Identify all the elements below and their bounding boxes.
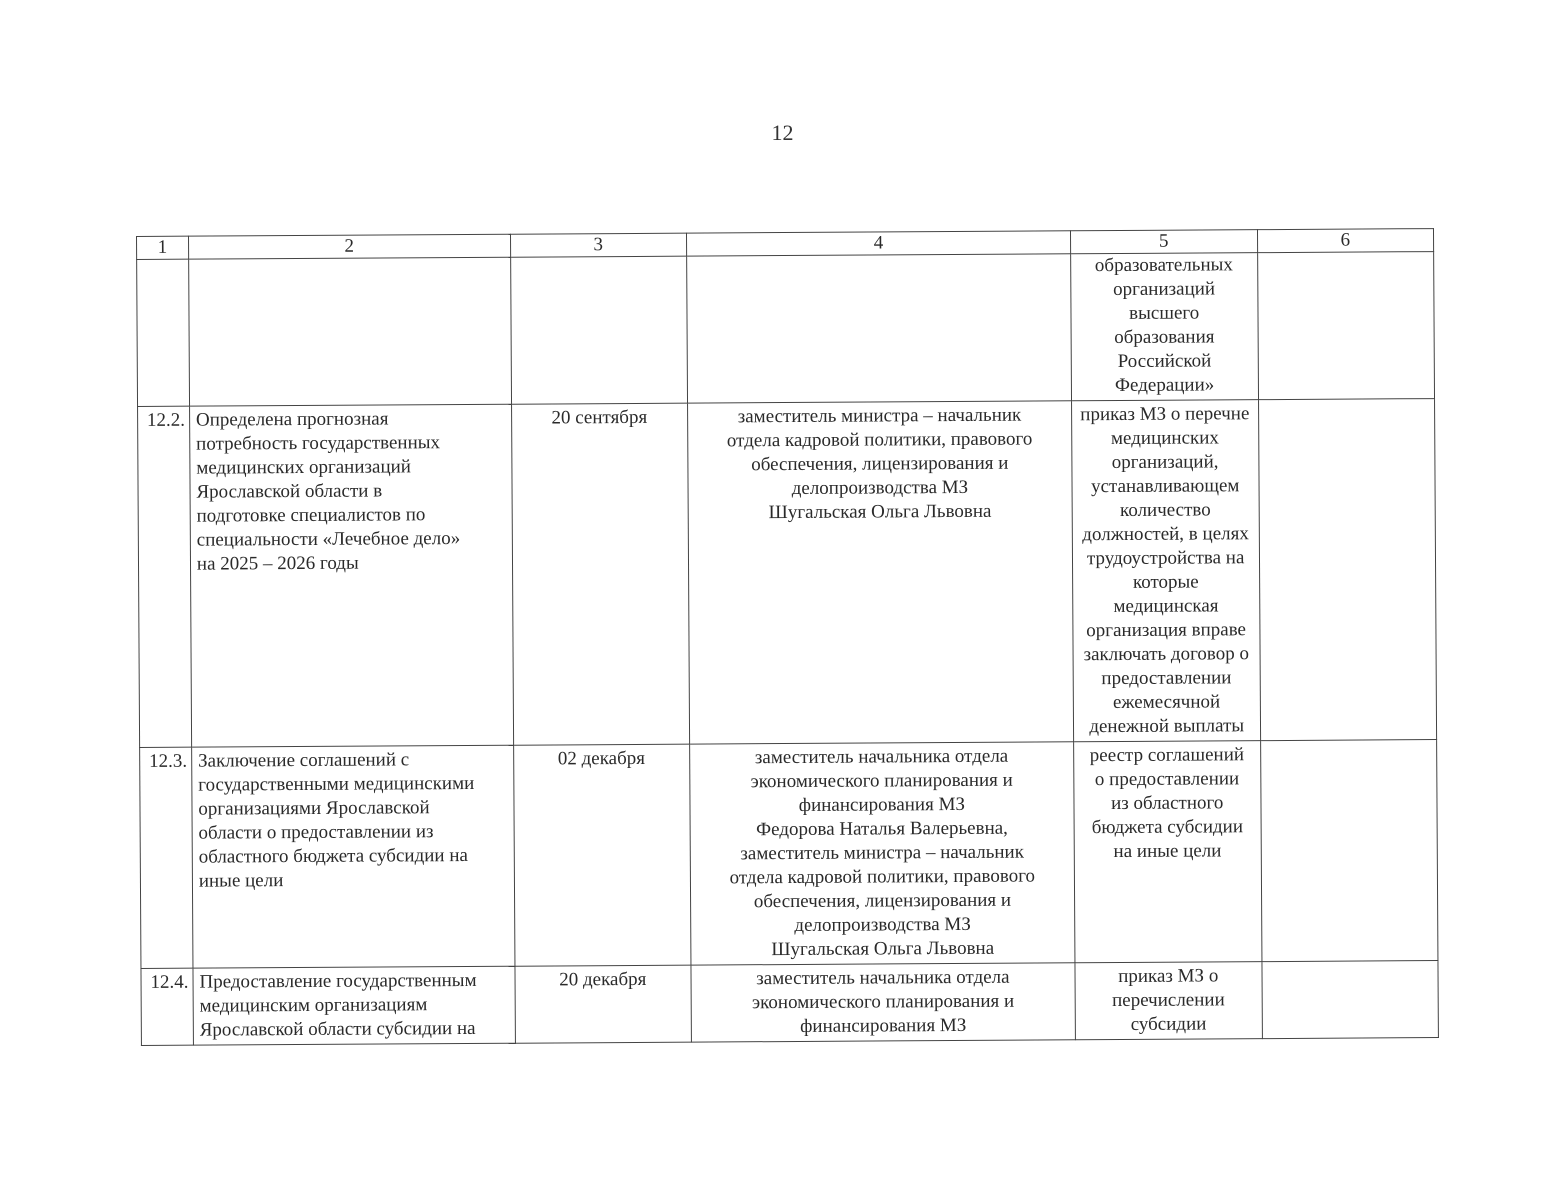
responsible-line: заместитель начальника отдела <box>754 745 1009 769</box>
responsible-line: экономического планирования и <box>751 990 1015 1014</box>
cell-note <box>1257 252 1434 400</box>
doc-line: предоставлении <box>1101 667 1232 690</box>
responsible-line: делопроизводства МЗ <box>794 913 971 936</box>
header-col-2: 2 <box>188 234 510 259</box>
header-col-6: 6 <box>1257 229 1434 253</box>
event-line: Ярославской области субсидии на <box>199 1017 476 1041</box>
doc-line: субсидии <box>1130 1013 1207 1035</box>
responsible-line: обеспечения, лицензирования и <box>751 452 1009 476</box>
cell-note <box>1262 961 1439 1039</box>
doc-line: организаций, <box>1111 451 1219 474</box>
page-number: 12 <box>771 120 794 145</box>
doc-line: организаций <box>1112 278 1216 301</box>
doc-line: Федерации» <box>1114 374 1215 397</box>
doc-line: образования <box>1114 326 1215 349</box>
cell-date <box>510 256 687 404</box>
responsible-line: экономического планирования и <box>750 769 1013 793</box>
responsible-line: Шугальская Ольга Львовна <box>771 937 995 961</box>
event-line: медицинских организаций <box>196 456 411 479</box>
doc-line: трудоустройства на <box>1086 547 1245 570</box>
doc-line: перечислении <box>1111 989 1225 1012</box>
header-col-4: 4 <box>686 231 1070 256</box>
cell-num: 12.2. <box>138 406 192 747</box>
doc-line: количество <box>1119 499 1211 521</box>
event-line: Заключение соглашений с <box>198 749 410 772</box>
cell-document <box>1071 400 1260 742</box>
event-line: государственными медицинскими <box>198 772 475 796</box>
cell-note <box>1260 740 1438 962</box>
responsible-line: финансирования МЗ <box>798 793 966 816</box>
doc-line: на иные цели <box>1113 840 1222 863</box>
doc-line: заключать договор о <box>1083 643 1250 666</box>
doc-line: Российской <box>1117 350 1212 373</box>
event-line: областного бюджета субсидии на <box>198 844 468 868</box>
table-row-12-3 <box>140 740 1438 969</box>
cell-date: 20 сентября <box>511 403 689 745</box>
cell-event <box>193 966 515 1045</box>
event-line: медицинским организациям <box>199 994 428 1017</box>
doc-line: высшего <box>1129 302 1200 324</box>
doc-line: из областного <box>1110 792 1224 815</box>
cell-date: 20 декабря <box>514 965 691 1043</box>
event-line: на 2025 – 2026 годы <box>196 552 359 575</box>
doc-line: образовательных <box>1094 254 1233 277</box>
cell-document <box>1073 741 1261 963</box>
responsible-line: Федорова Наталья Валерьевна, <box>756 817 1008 841</box>
doc-line: должностей, в целях <box>1082 523 1249 546</box>
responsible-line: заместитель начальника отдела <box>756 966 1010 990</box>
cell-event <box>189 257 512 406</box>
table-row-12-4 <box>141 961 1438 1046</box>
cell-date: 02 декабря <box>513 744 691 966</box>
responsible-line: заместитель министра – начальник <box>740 841 1024 865</box>
responsible-line: делопроизводства МЗ <box>791 476 969 499</box>
cell-responsible <box>691 963 1075 1042</box>
table-row-continuation <box>137 252 1435 407</box>
cell-event <box>191 745 514 968</box>
event-line: области о предоставлении из <box>198 821 434 844</box>
doc-line: организация вправе <box>1086 619 1247 642</box>
header-col-3: 3 <box>510 233 687 257</box>
header-col-1: 1 <box>137 236 189 259</box>
doc-line: денежной выплаты <box>1089 715 1245 738</box>
responsible-line: отдела кадровой политики, правового <box>726 428 1033 452</box>
event-line: организациями Ярославской <box>198 797 430 820</box>
event-line: Предоставление государственным <box>199 969 477 993</box>
doc-line: медицинских <box>1110 427 1219 450</box>
responsible-line: обеспечения, лицензирования и <box>753 889 1012 913</box>
doc-line: медицинская <box>1113 595 1219 618</box>
doc-line: реестр соглашений <box>1089 744 1245 767</box>
cell-responsible <box>687 254 1072 403</box>
doc-line: ежемесячной <box>1112 691 1221 714</box>
cell-responsible <box>690 742 1075 965</box>
cell-num: 12.4. <box>141 968 193 1045</box>
event-line: Определена прогнозная <box>195 408 389 431</box>
plan-table <box>136 228 1439 1046</box>
responsible-line: финансирования МЗ <box>800 1014 967 1037</box>
doc-line: бюджета субсидии <box>1091 816 1244 839</box>
responsible-line: отдела кадровой политики, правового <box>729 865 1036 889</box>
cell-num <box>137 259 190 406</box>
cell-responsible <box>687 401 1073 744</box>
event-line: потребность государственных <box>196 432 441 455</box>
table-row-12-2 <box>138 399 1437 748</box>
cell-note <box>1258 399 1437 741</box>
event-line: подготовке специалистов по <box>196 504 426 527</box>
doc-line: о предоставлении <box>1094 768 1240 791</box>
doc-line: приказ МЗ о перечне <box>1080 403 1250 426</box>
responsible-line: Шугальская Ольга Львовна <box>768 500 992 524</box>
event-line: иные цели <box>198 870 284 892</box>
doc-line: приказ МЗ о <box>1118 965 1219 988</box>
event-line: Ярославской области в <box>196 480 383 503</box>
doc-line: устанавливающем <box>1091 475 1240 498</box>
doc-line: которые <box>1132 571 1199 593</box>
responsible-line: заместитель министра – начальник <box>737 404 1022 428</box>
cell-document <box>1075 962 1262 1040</box>
cell-event <box>189 404 513 747</box>
cell-num: 12.3. <box>140 747 193 968</box>
event-line: специальности «Лечебное дело» <box>196 528 461 551</box>
header-col-5: 5 <box>1070 230 1257 254</box>
cell-document <box>1070 253 1258 401</box>
